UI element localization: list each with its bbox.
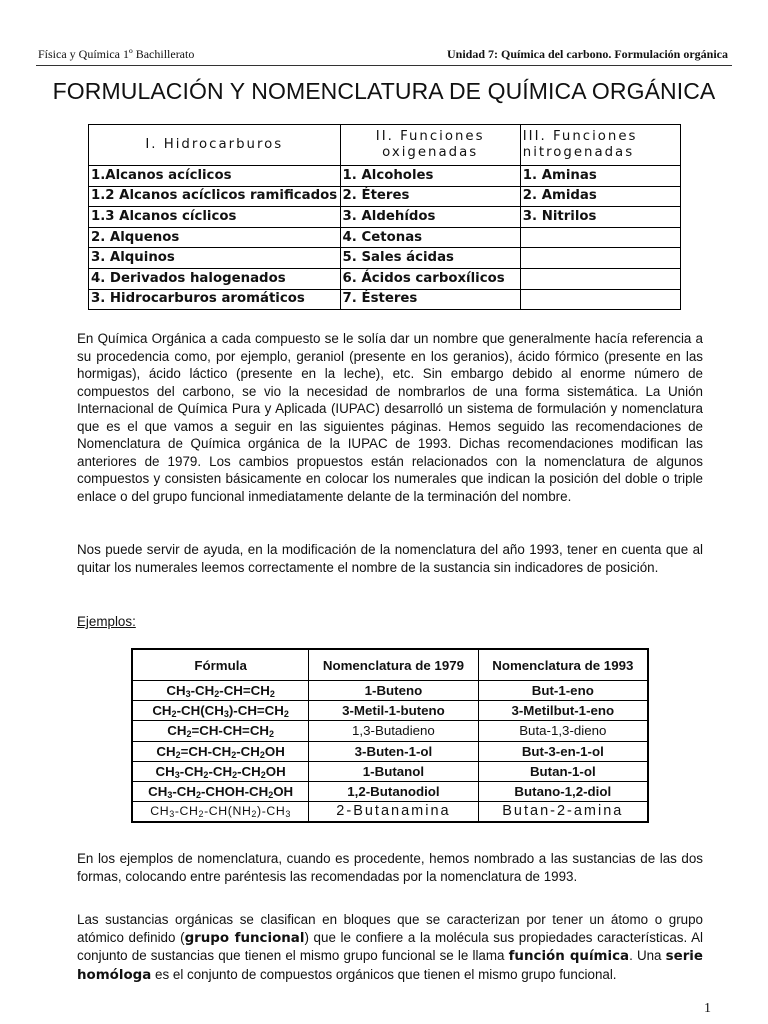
category-cell (520, 248, 680, 269)
page-number: 1 (704, 1001, 711, 1016)
category-cell: 6. Ácidos carboxílicos (340, 268, 520, 289)
formula-cell: $CH_3-CH_2-CH(NH_2)-CH_3$ (132, 802, 309, 823)
category-cell (520, 289, 680, 310)
nomenclature-1979-cell: 1-Butanol (309, 761, 478, 781)
nomenclature-1993-cell: Butan-1-ol (478, 761, 648, 781)
category-cell: 3. Alquinos (89, 248, 341, 269)
category-cell: 4. Derivados halogenados (89, 268, 341, 289)
category-cell: 1. Aminas (520, 166, 680, 187)
nomenclature-1979-cell: 3-Buten-1-ol (309, 741, 478, 761)
nomenclature-1993-cell: Buta-1,3-dieno (478, 721, 648, 741)
page-title: FORMULACIÓN Y NOMENCLATURA DE QUÍMICA ORGÁNICA (52, 78, 716, 104)
nomenclature-1979-cell: 1-Buteno (309, 681, 478, 701)
text-span: Las sustancias orgánicas se clasifican en bloques que se caracterizan por tener un átomo o grupo atómico definido ( (77, 912, 703, 945)
formula-cell: $CH_3-CH_2-CH_2-CH_2OH$ (132, 761, 309, 781)
example-row (132, 721, 648, 741)
term-grupo-funcional: grupo funcional (184, 930, 305, 946)
example-row (132, 761, 648, 781)
category-cell: 1.2 Alcanos acíclicos ramificados (89, 186, 341, 207)
category-cell: 5. Sales ácidas (340, 248, 520, 269)
categories-row (89, 248, 681, 269)
examples-header: Nomenclatura de 1979 (309, 649, 478, 681)
nomenclature-1993-cell: 3-Metilbut-1-eno (478, 701, 648, 721)
classification-paragraph (77, 911, 703, 984)
category-cell: 3. Nitrilos (520, 207, 680, 228)
category-cell: 7. Ésteres (340, 289, 520, 310)
categories-table (88, 124, 681, 310)
example-row (132, 701, 648, 721)
categories-row (89, 289, 681, 310)
nomenclature-1993-cell: But-1-eno (478, 681, 648, 701)
category-cell: 3. Hidrocarburos aromáticos (89, 289, 341, 310)
nomenclature-1979-cell: 2-Butanamina (309, 802, 478, 823)
nomenclature-1993-cell: Butan-2-amina (478, 802, 648, 823)
example-row (132, 681, 648, 701)
formula-cell: $CH_2-CH(CH_3)-CH=CH_2$ (132, 701, 309, 721)
nomenclature-1979-cell: 1,2-Butanodiol (309, 781, 478, 801)
nomenclature-1979-cell: 1,3-Butadieno (309, 721, 478, 741)
text-span: ) que le confiere a la molécula sus propiedades características. Al conjunto de sustancias que tienen el mismo grupo funcional se le llama (77, 929, 703, 964)
categories-row (89, 166, 681, 187)
category-cell: 4. Cetonas (340, 227, 520, 248)
example-row (132, 741, 648, 761)
header-unit: Unidad 7: Química del carbono. Formulación orgánica (446, 47, 728, 61)
category-cell: 2. Alquenos (89, 227, 341, 248)
categories-row (89, 186, 681, 207)
term-funcion-quimica: función química (508, 949, 630, 965)
category-header: II. Funciones oxigenadas (340, 125, 520, 166)
formula-cell: $CH_3-CH_2-CHOH-CH_2OH$ (132, 781, 309, 801)
category-cell: 2. Amidas (520, 186, 680, 207)
category-cell: 1.Alcanos acíclicos (89, 166, 341, 187)
header-divider (36, 65, 732, 66)
examples-header-row (132, 649, 648, 681)
text-span: . Una (629, 948, 666, 964)
category-cell (520, 268, 680, 289)
examples-label: Ejemplos: (77, 614, 136, 629)
nomenclature-note-paragraph: En los ejemplos de nomenclatura, cuando es procedente, hemos nombrado a las sustancias de las dos formas, colocando entre paréntesis las recomendadas por la nomenclatura de 1993. (77, 851, 703, 884)
category-cell: 1.3 Alcanos cíclicos (89, 207, 341, 228)
text-span: es el conjunto de compuestos orgánicos que tienen el mismo grupo funcional. (151, 966, 617, 982)
category-cell: 3. Aldehídos (340, 207, 520, 228)
formula-cell: $CH_2=CH-CH=CH_2$ (132, 721, 309, 741)
nomenclature-1993-cell: Butano-1,2-diol (478, 781, 648, 801)
example-row (132, 781, 648, 801)
formula-cell: $CH_3-CH_2-CH=CH_2$ (132, 681, 309, 701)
formula-cell: $CH_2=CH-CH_2-CH_2OH$ (132, 741, 309, 761)
header-course: Física y Química 1º Bachillerato (38, 47, 195, 61)
examples-table (131, 648, 649, 823)
categories-row (89, 207, 681, 228)
categories-header-row (89, 125, 681, 166)
term-serie-homologa: serie homóloga (77, 949, 703, 983)
categories-row (89, 268, 681, 289)
examples-header: Fórmula (132, 649, 309, 681)
intro-paragraph: En Química Orgánica a cada compuesto se le solía dar un nombre que generalmente hacía referencia a su procedencia como, por ejemplo, geraniol (presente en los geranios), ácido fórmico (presente en las hormigas), ácido láctico (presente en la leche), etc. Sin embargo debido al enorme número de compuestos del carbono, se vio la necesidad de nombrarlos de una forma sistemática. La Unión Internacional de Química Pura y Aplicada (IUPAC) desarrolló un sistema de formulación y nomenclatura que es el que vamos a seguir en las siguientes páginas. Hemos seguido las recomendaciones de Nomenclatura de Química orgánica de la IUPAC de 1993. Dichas recomendaciones modifican las anteriores de 1979. Los cambios propuestos están relacionados con la nomenclatura de algunos compuestos y consisten básicamente en colocar los numerales que indican la posición del doble o triple enlace o del grupo funcional inmediatamente delante de la terminación del nombre. (77, 331, 703, 504)
examples-header: Nomenclatura de 1993 (478, 649, 648, 681)
category-cell: 2. Éteres (340, 186, 520, 207)
category-cell (520, 227, 680, 248)
categories-row (89, 227, 681, 248)
category-header: III. Funciones nitrogenadas (520, 125, 680, 166)
tip-paragraph: Nos puede servir de ayuda, en la modificación de la nomenclatura del año 1993, tener en cuenta que al quitar los numerales leemos correctamente el nombre de la sustancia sin indicadores de posición. (77, 542, 703, 575)
category-header: I. Hidrocarburos (89, 125, 341, 166)
category-cell: 1. Alcoholes (340, 166, 520, 187)
nomenclature-1993-cell: But-3-en-1-ol (478, 741, 648, 761)
example-row (132, 802, 648, 823)
nomenclature-1979-cell: 3-Metil-1-buteno (309, 701, 478, 721)
